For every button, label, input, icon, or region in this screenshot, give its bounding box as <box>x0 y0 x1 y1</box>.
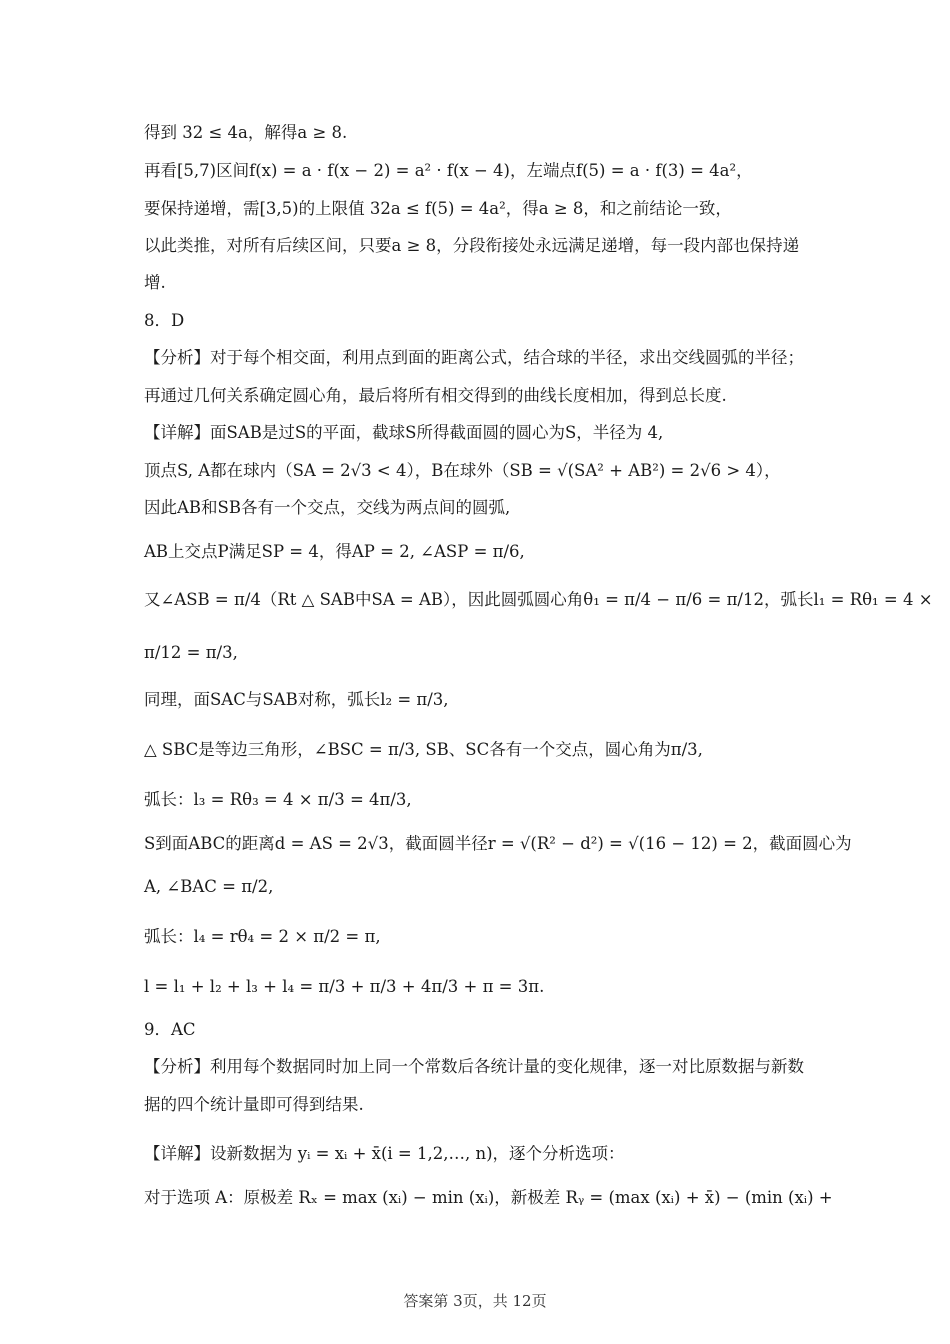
text-line: 顶点S, A都在球内（SA = 2√3 < 4），B在球外（SB = √(SA² + AB²) = 2√6 > 4）， <box>144 461 781 480</box>
question-number: 9．AC <box>144 1020 196 1039</box>
text-line: 增. <box>144 273 166 292</box>
text-line: △ SBC是等边三角形，∠BSC = π/3, SB、SC各有一个交点，圆心角为π/3, <box>144 740 703 759</box>
analysis-line: 【分析】对于每个相交面，利用点到面的距离公式，结合球的半径，求出交线圆弧的半径； <box>144 348 804 367</box>
text-line: 据的四个统计量即可得到结果. <box>144 1095 364 1114</box>
text-line: 弧长：l₄ = rθ₄ = 2 × π/2 = π, <box>144 927 381 946</box>
text-line: l = l₁ + l₂ + l₃ + l₄ = π/3 + π/3 + 4π/3 + π = 3π. <box>144 977 545 996</box>
text-line: 弧长：l₃ = Rθ₃ = 4 × π/3 = 4π/3, <box>144 790 412 809</box>
text-line: 同理，面SAC与SAB对称，弧长l₂ = π/3, <box>144 690 449 709</box>
page-footer: 答案第 3页，共 12页 <box>403 1292 547 1310</box>
text-line: AB上交点P满足SP = 4，得AP = 2, ∠ASP = π/6, <box>144 542 525 561</box>
detail-line: 【详解】设新数据为 yᵢ = xᵢ + x̄(i = 1,2,…, n)，逐个分析选项： <box>144 1144 625 1163</box>
text-line: 再看[5,7)区间f(x) = a · f(x − 2) = a² · f(x − 4)，左端点f(5) = a · f(3) = 4a²， <box>144 161 753 180</box>
text-line: 再通过几何关系确定圆心角，最后将所有相交得到的曲线长度相加，得到总长度. <box>144 386 727 405</box>
text-line: A, ∠BAC = π/2, <box>144 877 274 896</box>
question-number: 8．D <box>144 311 185 330</box>
detail-line: 【详解】面SAB是过S的平面，截球S所得截面圆的圆心为S，半径为 4, <box>144 423 664 442</box>
text-line: 以此类推，对所有后续区间，只要a ≥ 8，分段衔接处永远满足递增，每一段内部也保持递 <box>144 236 800 255</box>
analysis-line: 【分析】利用每个数据同时加上同一个常数后各统计量的变化规律，逐一对比原数据与新数 <box>144 1057 804 1076</box>
text-line: 得到 32 ≤ 4a，解得a ≥ 8. <box>144 123 348 142</box>
text-line: 对于选项 A：原极差 Rₓ = max (xᵢ) − min (xᵢ)，新极差 Rᵧ = (max (xᵢ) + x̄) − (min (xᵢ) + <box>144 1188 833 1207</box>
text-line: 要保持递增，需[3,5)的上限值 32a ≤ f(5) = 4a²，得a ≥ 8，和之前结论一致， <box>144 199 732 218</box>
text-line: 因此AB和SB各有一个交点，交线为两点间的圆弧, <box>144 498 511 517</box>
text-line: π/12 = π/3, <box>144 643 238 662</box>
text-line: 又∠ASB = π/4（Rt △ SAB中SA = AB），因此圆弧圆心角θ₁ = π/4 − π/6 = π/12，弧长l₁ = Rθ₁ = 4 × <box>144 590 933 609</box>
text-line: S到面ABC的距离d = AS = 2√3，截面圆半径r = √(R² − d²) = √(16 − 12) = 2，截面圆心为 <box>144 834 852 853</box>
